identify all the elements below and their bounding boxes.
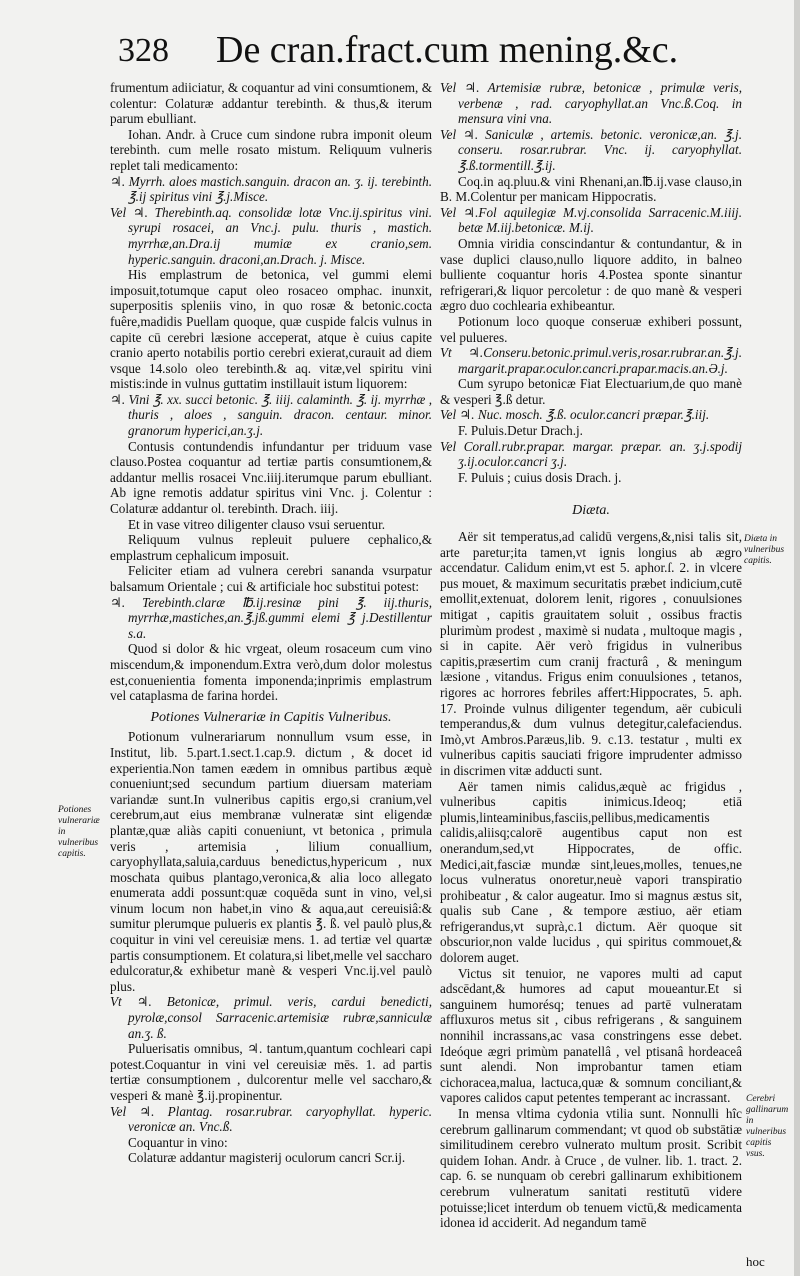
text-paragraph: Potionum vulnerariarum nonnullum vsum esse, in Institut, lib. 5.part.1.sect.1.cap.9. dictum , & docet id experientia.Non tamen eædem in omnibus partibus æquè conueniunt;sed secundum partium diuersam materiam variandæ sunt.In vulneribus capitis ergo,si cranium,vel cerebrum,aut eius membranæ vulneratæ sint eligendæ plantæ,quæ aliàs capiti conueniunt, vt betonica , primula veris , artemisia , lilium conuallium, caryophyllata,saluia,carduus benedictus,hypericum , nux moschata quibus plantago,veronica,& alia loco allegato enumerata addi possunt:quæ coquēda sunt in vino, vel,si vinum locum non habet,in vino & aqua,aut cereuisiâ:& sumitur plerumque pulueris ex plantis ℥. ß. vel paulò plus,& coquitur in vini vel cereuisiæ mens. 1. ad tertiæ vel quartæ partis consumptionem. Et colatura,si libet,melle vel saccharo edulcoratur,& exhibetur manè & vesperi Vnc.ij.vel paulò plus.: [110, 729, 432, 994]
recipe-paragraph: Vel ♃. Therebinth.aq. consolidæ lotæ Vnc.ij.spiritus vini. syrupi rosacei, an Vnc.j. pulu. thuris , mastich. myrrhæ,an.Dra.ij mumiæ ex cranio,sem. hyperic.sanguin. draconi,an.Drach. j. Misce.: [110, 204, 432, 267]
recipe-paragraph: Vel ♃.Fol aquilegiæ M.vj.consolida Sarracenic.M.iiij. betæ M.iij.betonicæ. M.ij.: [440, 204, 742, 236]
recipe-paragraph: ♃. Myrrh. aloes mastich.sanguin. dracon an. ʒ. ij. terebinth. ℥.ij spiritus vini ℥.j.Misce.: [110, 173, 432, 205]
page-number: 328: [118, 32, 169, 69]
text-paragraph: Omnia viridia conscindantur & contundantur, & in vase duplici clauso,nullo liquore addito, in balneo bulliente coquantur horis 4.Postea sponte sinantur refrigerari,& liquor percoletur : de quo manè & vesperi ægro duo cochlearia exhibeantur.: [440, 235, 742, 314]
text-paragraph: Et in vase vitreo diligenter clauso vsui seruentur.: [128, 516, 386, 532]
margin-note-potiones: Potiones vulnerariæ in vulneribus capitis.: [58, 805, 100, 859]
text-paragraph: Feliciter etiam ad vulnera cerebri sananda vsurpatur balsamum Orientale ; cui & artificiale hoc substitui potest:: [110, 563, 432, 594]
text-paragraph: Puluerisatis omnibus, ♃. tantum,quantum cochleari capi potest.Coquantur in vini vel cereuisiæ mēs. 1. ad partis tertiæ consumptionem , dulcorentur melle vel saccharo,& vesperi & manè ℥.ij.propinentur.: [110, 1041, 432, 1103]
text-paragraph: Reliquum vulnus repleuit puluere cephalico,& emplastrum cephalicum imposuit.: [110, 532, 432, 563]
text-paragraph: Coq.in aq.pluu.& vini Rhenani,an.℔.ij.vase clauso,in B. M.Colentur per manicam Hippocratis.: [440, 173, 742, 205]
catchword: hoc: [746, 1254, 765, 1269]
section-heading: Potiones Vulnerariæ in Capitis Vulneribus.: [150, 709, 392, 725]
text-paragraph: Cum syrupo betonicæ Fiat Electuarium,de quo manè & vesperi ℥.ß detur.: [440, 376, 742, 407]
recipe-paragraph: Vt ♃.Conseru.betonic.primul.veris,rosar.rubrar.an.℥.j. margarit.prapar.oculor.cancri.prapar.macis.an.Ə.j.: [440, 345, 742, 376]
recipe-paragraph: ♃. Terebinth.claræ ℔.ij.resinæ pini ℥. iij.thuris, myrrhæ,mastiches,an.℥.jß.gummi elemi ℥ j.Destillentur s.a.: [110, 594, 432, 641]
text-paragraph: Contusis contundendis infundantur per triduum vase clauso.Postea coquantur ad tertiæ partis consumtionem,& addantur mellis rosacei Vnc.iiij.iterumque parum ebulliant. Ab igne remotis addatur spiritus vini Vnc. j. Colentur : Colaturæ addantur ol. terebinth. Drach. iiij.: [110, 438, 432, 517]
page-edge: [794, 0, 800, 1276]
text-paragraph: In mensa vltima cydonia vtilia sunt. Nonnulli hîc cerebrum gallinarum commendant; vt quod ob substātiæ similitudinem cerebro vulnerato multum prosit. Scribit quidem Iohan. Andr. à Cruce , de vulner. lib. 1. tract. 2. cap. 6. se nunquam ob cerebri gallinarum exhibitionem cerebrum vulneratum sanitati restitutū videre potuisse;licet interdum ob tenuem victū,& medicamenta idonea id acciderit. Ad negandum tamē: [440, 1106, 742, 1231]
right-column: [440, 80, 742, 1231]
text-paragraph: frumentum adiiciatur, & coquantur ad vini consumtionem, & colentur: Colaturæ addantur terebinth. & thus,& iterum parum ebulliant.: [110, 80, 432, 127]
margin-note-cerebri: Cerebri gallinarum in vulneribus capitis vsus.: [746, 1094, 789, 1159]
recipe-paragraph: Vt ♃. Betonicæ, primul. veris, cardui benedicti, pyrolæ,consol Sarracenic.artemisiæ rubræ,sanniculæ an.ʒ. ß.: [110, 994, 432, 1041]
text-paragraph: Iohan. Andr. à Cruce cum sindone rubra imponit oleum terebinth. cum melle rosato mistum. Reliquum vulneris replet tali medicamento:: [110, 126, 432, 173]
text-paragraph: Coquantur in vino:: [128, 1134, 228, 1150]
text-paragraph: Aër tamen nimis calidus,æquè ac frigidus , vulneribus capitis inimicus.Ideoq; etiā plumis,linteaminibus,fasciis,pellibus,medicamentis calidis,aliisq;calorē augentibus caput non est onerandum,sed,vt Hippocrates, de offic. Medici,ait,fasciæ mundæ sint,leues,molles, tenues,ne locus vulneratus onoretur,neuè vapori transpiratio prohibeatur , & calor augeatur. Imo si magnus æstus sit, qualis sub Cane , & tempore æstiuo, aër etiam refrigerandus,vt suprà,c.1 dictum. Aër quoque sit obscurior,non valde lucidus , qui spiritus commouet,& dolorem auget.: [440, 778, 742, 966]
recipe-paragraph: Vel ♃. Artemisiæ rubræ, betonicæ , primulæ veris, verbenæ , rad. caryophyllat.an Vnc.ß.Coq. in mensura vini vna.: [440, 80, 742, 127]
left-column: [110, 80, 432, 1166]
running-title: De cran.fract.cum mening.&c.: [216, 29, 679, 71]
margin-note-diaeta: Diæta in vulneribus capitis.: [744, 534, 785, 566]
text-paragraph: Victus sit tenuior, ne vapores multi ad caput adscēdant,& humores ad caput moueantur.Et si sanguinem humorésq; tenues ad partē vulneratam affluxuros metus sit , cibus refrigerans , & sanguinem nonnihil incrassans,ac vasa constringens esse debet. Ideóque ægri primùm panatellâ , vel ptisanâ hordeaceâ sunt alendi. Non improbantur tamen etiam cichoracea,malua, lactuca,quæ & somnum conciliant,& vapores calidos caput petentes temperant ac incrassant.: [440, 965, 742, 1106]
text-paragraph: F. Puluis.Detur Drach.j.: [458, 423, 583, 439]
text-paragraph: Aër sit temperatus,ad calidū vergens,&,nisi talis sit, arte paretur;ita tamen,vt ignis longius ab ægro accendatur. Calidum enim,vt est 5. aphor.ſ. 2. in vlcere pus mouet, & maximum securitatis præbet indicium,cutē emollit,extenuat, dolorem lenit, rigores , conuulsiones mitigat , capitis grauitatem soluit , ossibus fractis plurimùm prodest , maximè si nudata , multoque magis , si in capite. Aër verò frigidus in vulneribus capitis,præsertim cum cranij fracturâ , & meningum læsione , vitandus. Frigus enim conuulsiones , tetanos, rigores ac horrores febriles affert:Hippocrates, 5. aph. 17. Proinde vulnus diligenter tegendum, aër cubiculi temperandus,& dum vulnus detegitur,calefaciendus. Imò,vt Ambros.Paræus,lib. 9. c.13. testatur , multi ex vulneribus capitis sauciati frigore imprudenter admisso in discrimen vitæ adducti sunt.: [440, 529, 742, 778]
section-heading: Diæta.: [572, 503, 610, 519]
recipe-paragraph: Vel Corall.rubr.prapar. margar. præpar. an. ʒ.j.spodij ʒ.ij.oculor.cancri ʒ.j.: [440, 438, 742, 470]
text-paragraph: Colaturæ addantur magisterij oculorum cancri Scr.ij.: [128, 1150, 406, 1166]
text-paragraph: Potionum loco quoque conseruæ exhiberi possunt, vel pulueres.: [440, 313, 742, 345]
text-paragraph: His emplastrum de betonica, vel gummi elemi imposuit,totumque caput oleo rosaceo omphac. inunxit, superpositis spleniis vino, in quo rosæ & betonic.cocta fuêre,madidis Puellam quoque, quæ cuspide falcis vulnus in capite cū cerebri læsione acceperat, atque è cuius capite cranio aperto notabilis portio cerebri exierat,curauit ad diem vsque 14.solo oleo terebinth.& aq. vitæ,vel spiritu vini mistis:inde in vulnus guttatim instillauit istum liquorem:: [110, 267, 432, 392]
page-header: [118, 28, 748, 74]
recipe-paragraph: ♃. Vini ℥. xx. succi betonic. ℥. iiij. calaminth. ℥. ij. myrrhæ , thuris , aloes , sanguin. dracon. centaur. minor. granorum hyperici,an.ʒ.j.: [110, 391, 432, 439]
text-paragraph: F. Puluis ; cuius dosis Drach. j.: [458, 469, 622, 485]
text-paragraph: Quod si dolor & hic vrgeat, oleum rosaceum cum vino miscendum,& imponendum.Extra verò,dum dolor molestus est,conuenientia fomenta imponenda;inprimis emplastrum vel cataplasma de farina hordei.: [110, 641, 432, 704]
recipe-paragraph: Vel ♃. Nuc. mosch. ℥.ß. oculor.cancri præpar.℥.iij.: [440, 407, 710, 423]
recipe-paragraph: Vel ♃. Saniculæ , artemis. betonic. veronicæ,an. ℥.j. conseru. rosar.rubrar. Vnc. ij. caryophyllat. ℥.ß.tormentill.℥.ij.: [440, 126, 742, 173]
recipe-paragraph: Vel ♃. Plantag. rosar.rubrar. caryophyllat. hyperic. veronicæ an. Vnc.ß.: [110, 1103, 432, 1135]
